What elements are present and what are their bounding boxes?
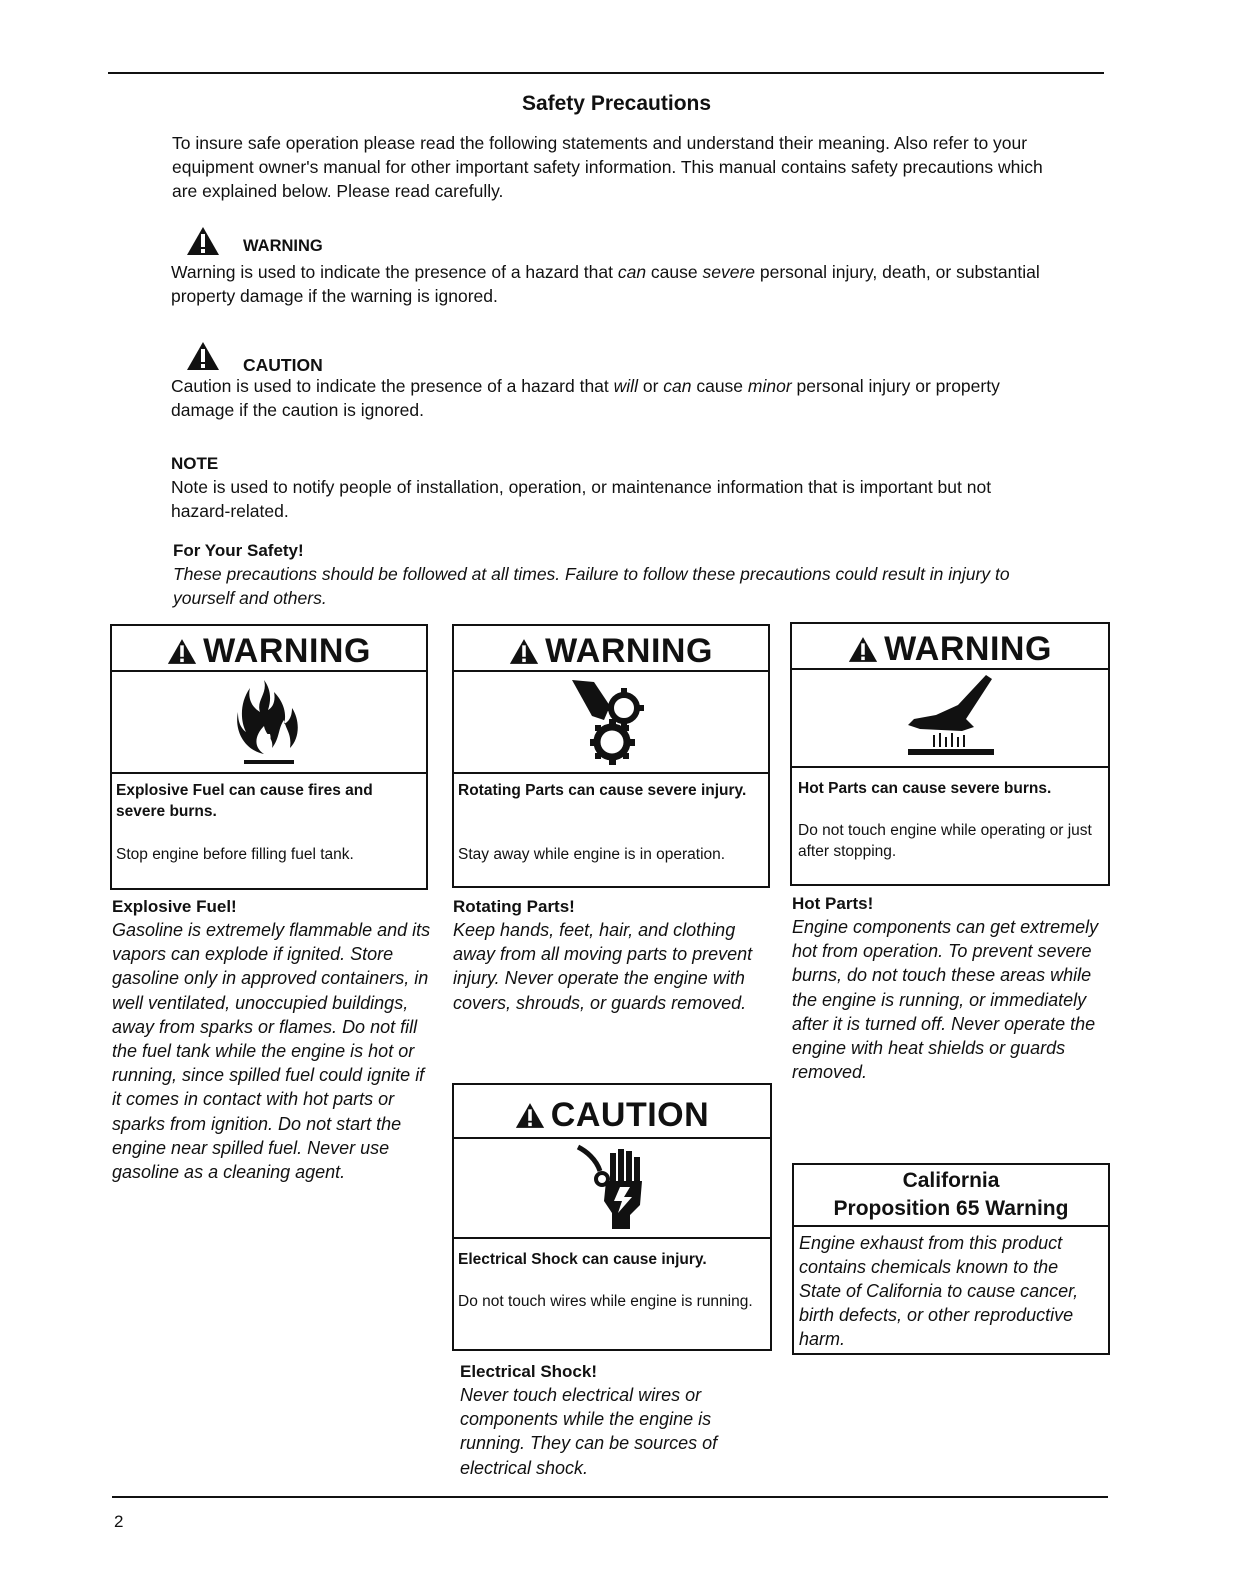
- caution-definition: Caution is used to indicate the presence of a hazard that will or can cause minor personal injury or property damage if the caution is ignored.: [171, 376, 1000, 420]
- electrical-shock-caution-box: [452, 1083, 772, 1351]
- california-prop65-text: Engine exhaust from this product contains chemicals known to the State of California to cause cancer, birth defects, or other reproductive harm.: [799, 1233, 1079, 1349]
- rotating-gears-icon-panel: [454, 672, 768, 774]
- note-label: NOTE: [171, 454, 219, 473]
- box-instruction: Stop engine before filling fuel tank.: [116, 846, 354, 863]
- electric-shock-hand-icon: [572, 1143, 652, 1233]
- fire-icon: [234, 676, 304, 768]
- hot-parts-text: Engine components can get extremely hot from operation. To prevent severe burns, do not touch these areas while the engine is running, or immediately after it is turned off. Never operate the engine with heat shields or guards removed.: [792, 917, 1099, 1083]
- electrical-shock-heading: Electrical Shock!: [460, 1362, 598, 1381]
- page-title: Safety Precautions: [521, 92, 712, 115]
- box-instruction: Do not touch engine while operating or just after stopping.: [798, 822, 1092, 860]
- box-header: CAUTION: [454, 1085, 770, 1139]
- box-instruction: Do not touch wires while engine is running.: [458, 1293, 753, 1310]
- rotating-parts-warning-box: [452, 624, 770, 888]
- warning-definition: Warning is used to indicate the presence of a hazard that can cause severe personal injury, death, or substantial property damage if the warning is ignored.: [171, 262, 1040, 306]
- warning-triangle-icon: [515, 1102, 545, 1129]
- box-hazard-statement: Electrical Shock can cause injury.: [458, 1251, 707, 1268]
- warning-triangle-icon: [848, 636, 878, 663]
- electrical-shock-text: Never touch electrical wires or components while the engine is running. They can be sources of electrical shock.: [460, 1385, 718, 1478]
- warning-triangle-icon: [186, 226, 220, 256]
- explosive-fuel-heading: Explosive Fuel!: [112, 897, 237, 916]
- top-rule: [108, 72, 1104, 74]
- box-hazard-statement: Explosive Fuel can cause fires and severe burns.: [116, 782, 373, 820]
- rotating-parts-text: Keep hands, feet, hair, and clothing away from all moving parts to prevent injury. Never operate the engine with covers, shrouds, or guards removed.: [453, 920, 753, 1013]
- fire-icon-panel: [112, 672, 426, 774]
- hot-surface-icon-panel: [792, 670, 1108, 768]
- note-definition: Note is used to notify people of installation, operation, or maintenance information that is important but not hazard-related.: [171, 477, 992, 521]
- box-hazard-statement: Rotating Parts can cause severe injury.: [458, 782, 747, 799]
- rotating-parts-heading: Rotating Parts!: [453, 897, 575, 916]
- box-hazard-statement: Hot Parts can cause severe burns.: [798, 780, 1052, 797]
- hot-surface-hand-icon: [900, 673, 1000, 763]
- caution-triangle-icon: [186, 341, 220, 371]
- warning-triangle-icon: [167, 638, 197, 665]
- caution-label: CAUTION: [243, 355, 323, 375]
- box-header: WARNING: [454, 626, 768, 672]
- electric-shock-icon-panel: [454, 1139, 770, 1239]
- warning-label: WARNING: [243, 237, 323, 255]
- box-header: WARNING: [792, 624, 1108, 670]
- bottom-rule: [112, 1496, 1108, 1498]
- explosive-fuel-warning-box: [110, 624, 428, 890]
- intro-paragraph: To insure safe operation please read the following statements and understand their meaning. Also refer to your equipment owner's manual for other important safety information. This manual contains safety precautions which are explained below. Please read carefully.: [172, 133, 1043, 201]
- rotating-gears-icon: [566, 676, 656, 768]
- for-your-safety-label: For Your Safety!: [173, 541, 304, 560]
- california-prop65-title: California Proposition 65 Warning: [794, 1165, 1108, 1227]
- warning-triangle-icon: [509, 638, 539, 665]
- california-prop65-box: [792, 1163, 1110, 1355]
- hot-parts-warning-box: [790, 622, 1110, 886]
- box-header: WARNING: [112, 626, 426, 672]
- for-your-safety-text: These precautions should be followed at all times. Failure to follow these precautions could result in injury to yourself and others.: [173, 564, 1010, 608]
- explosive-fuel-text: Gasoline is extremely flammable and its vapors can explode if ignited. Store gasoline only in approved containers, in well ventilated, unoccupied buildings, away from sparks or flames. Do not fill the fuel tank while the engine is hot or running, since spilled fuel could ignite if it comes in contact with hot parts or sparks from ignition. Do not start the engine near spilled fuel. Never use gasoline as a cleaning agent.: [112, 920, 431, 1183]
- hot-parts-heading: Hot Parts!: [792, 894, 874, 913]
- box-instruction: Stay away while engine is in operation.: [458, 846, 726, 863]
- page-number: 2: [114, 1512, 124, 1531]
